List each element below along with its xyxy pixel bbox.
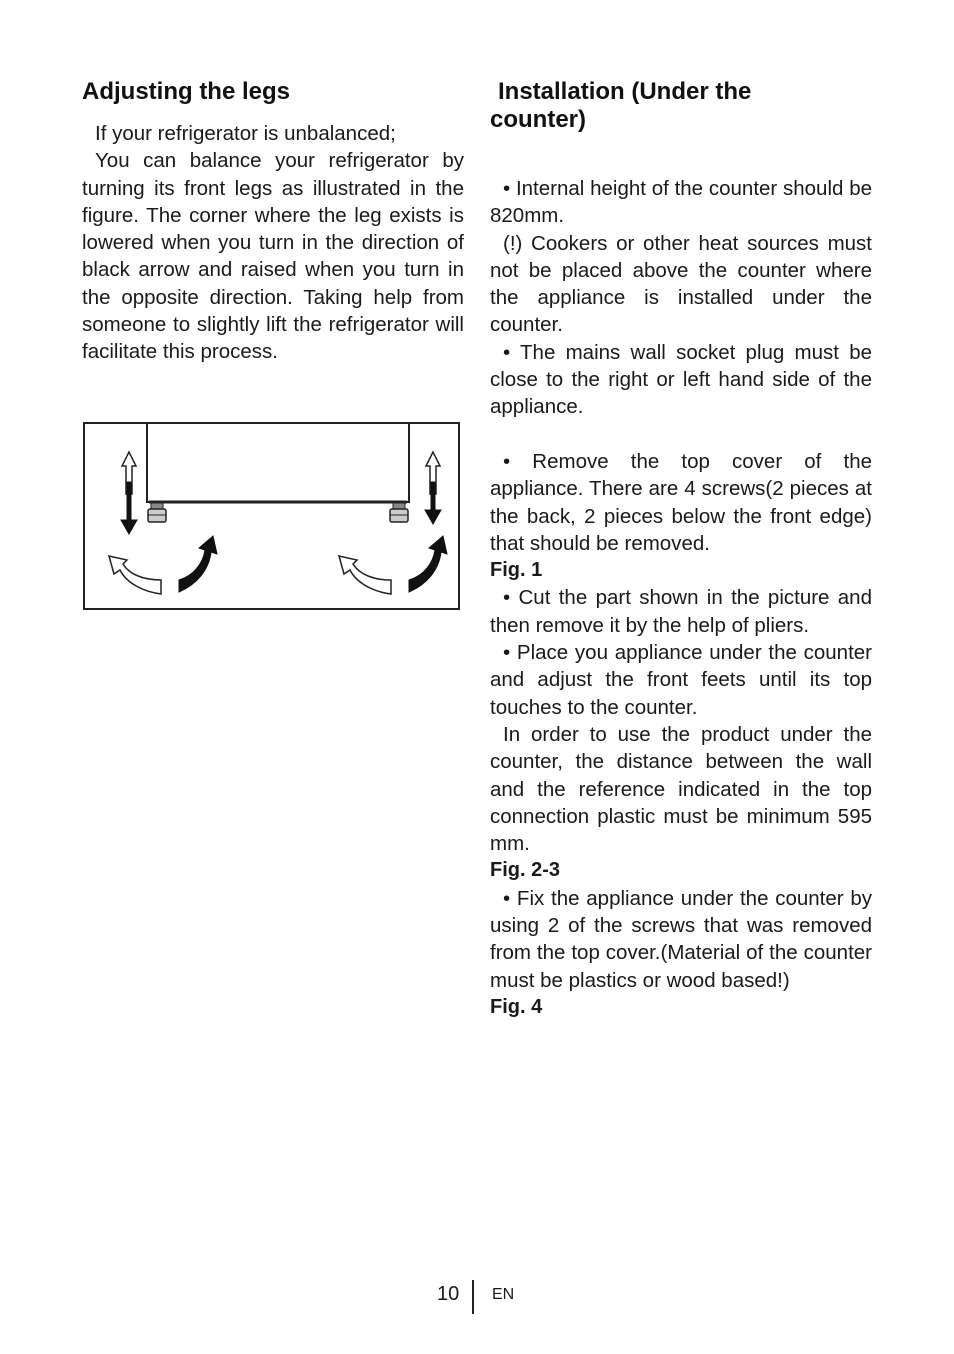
- fig-2-3-label: Fig. 2-3: [490, 859, 561, 882]
- section-heading-adjusting-legs: Adjusting the legs: [82, 78, 291, 105]
- paragraph-cut-part: • Cut the part shown in the picture and then remove it by the help of pliers.: [490, 586, 872, 637]
- left-lower-arrow-icon: [121, 482, 137, 534]
- left-clockwise-arrow-icon: [179, 536, 217, 592]
- paragraph-counter-height: • Internal height of the counter should be 820mm.: [490, 177, 872, 228]
- body-text: You can balance your refrigerator by turning its front legs as illustrated in the figure. The corner where the leg exists is lowered when you turn in the direction of black arrow and raised when you turn in the opposite direction. Taking help from someone to slightly lift the refrigerator will facilitate this process.: [82, 149, 464, 364]
- left-foot-icon: [148, 503, 166, 522]
- right-foot-icon: [390, 503, 408, 522]
- paragraph-distance: In order to use the product under the counter, the distance between the wall and the reference indicated in the top connection plastic must be minimum 595 mm.: [490, 722, 872, 856]
- legs-adjustment-figure: [83, 422, 460, 610]
- heading-line-1: Installation (Under the: [498, 78, 752, 105]
- intro-text: If your refrigerator is unbalanced;: [95, 122, 396, 145]
- fig-1-label: Fig. 1: [490, 559, 543, 582]
- fig-4-label: Fig. 4: [490, 995, 543, 1018]
- legs-illustration-svg: [85, 424, 458, 608]
- section-heading-installation: [490, 78, 872, 134]
- left-counterclockwise-arrow-icon: [109, 556, 161, 594]
- footer-divider: [472, 1280, 474, 1314]
- paragraph-place-appliance: • Place you appliance under the counter and adjust the front feets until its top touches to the counter.: [490, 641, 872, 719]
- page-number: 10: [437, 1283, 460, 1305]
- spacer: [490, 421, 872, 448]
- refrigerator-body: [147, 424, 409, 502]
- paragraph-fix-appliance: • Fix the appliance under the counter by using 2 of the screws that was removed from the top cover.(Material of the counter must be plastics or wood based!): [490, 886, 872, 992]
- paragraph-heat-warning: (!) Cookers or other heat sources must not be placed above the counter where the appliance is installed under the counter.: [490, 231, 872, 337]
- language-code: EN: [492, 1286, 515, 1303]
- right-counterclockwise-arrow-icon: [339, 556, 391, 594]
- heading-line-2: counter): [490, 106, 586, 133]
- paragraph-socket: • The mains wall socket plug must be close to the right or left hand side of the appliance.: [490, 340, 872, 419]
- right-lower-arrow-icon: [425, 482, 441, 524]
- right-clockwise-arrow-icon: [409, 536, 447, 592]
- page-footer: [0, 1280, 954, 1316]
- paragraph-remove-cover: • Remove the top cover of the appliance. There are 4 screws(2 pieces at the back, 2 pieces below the front edge) that should be removed.: [490, 449, 872, 555]
